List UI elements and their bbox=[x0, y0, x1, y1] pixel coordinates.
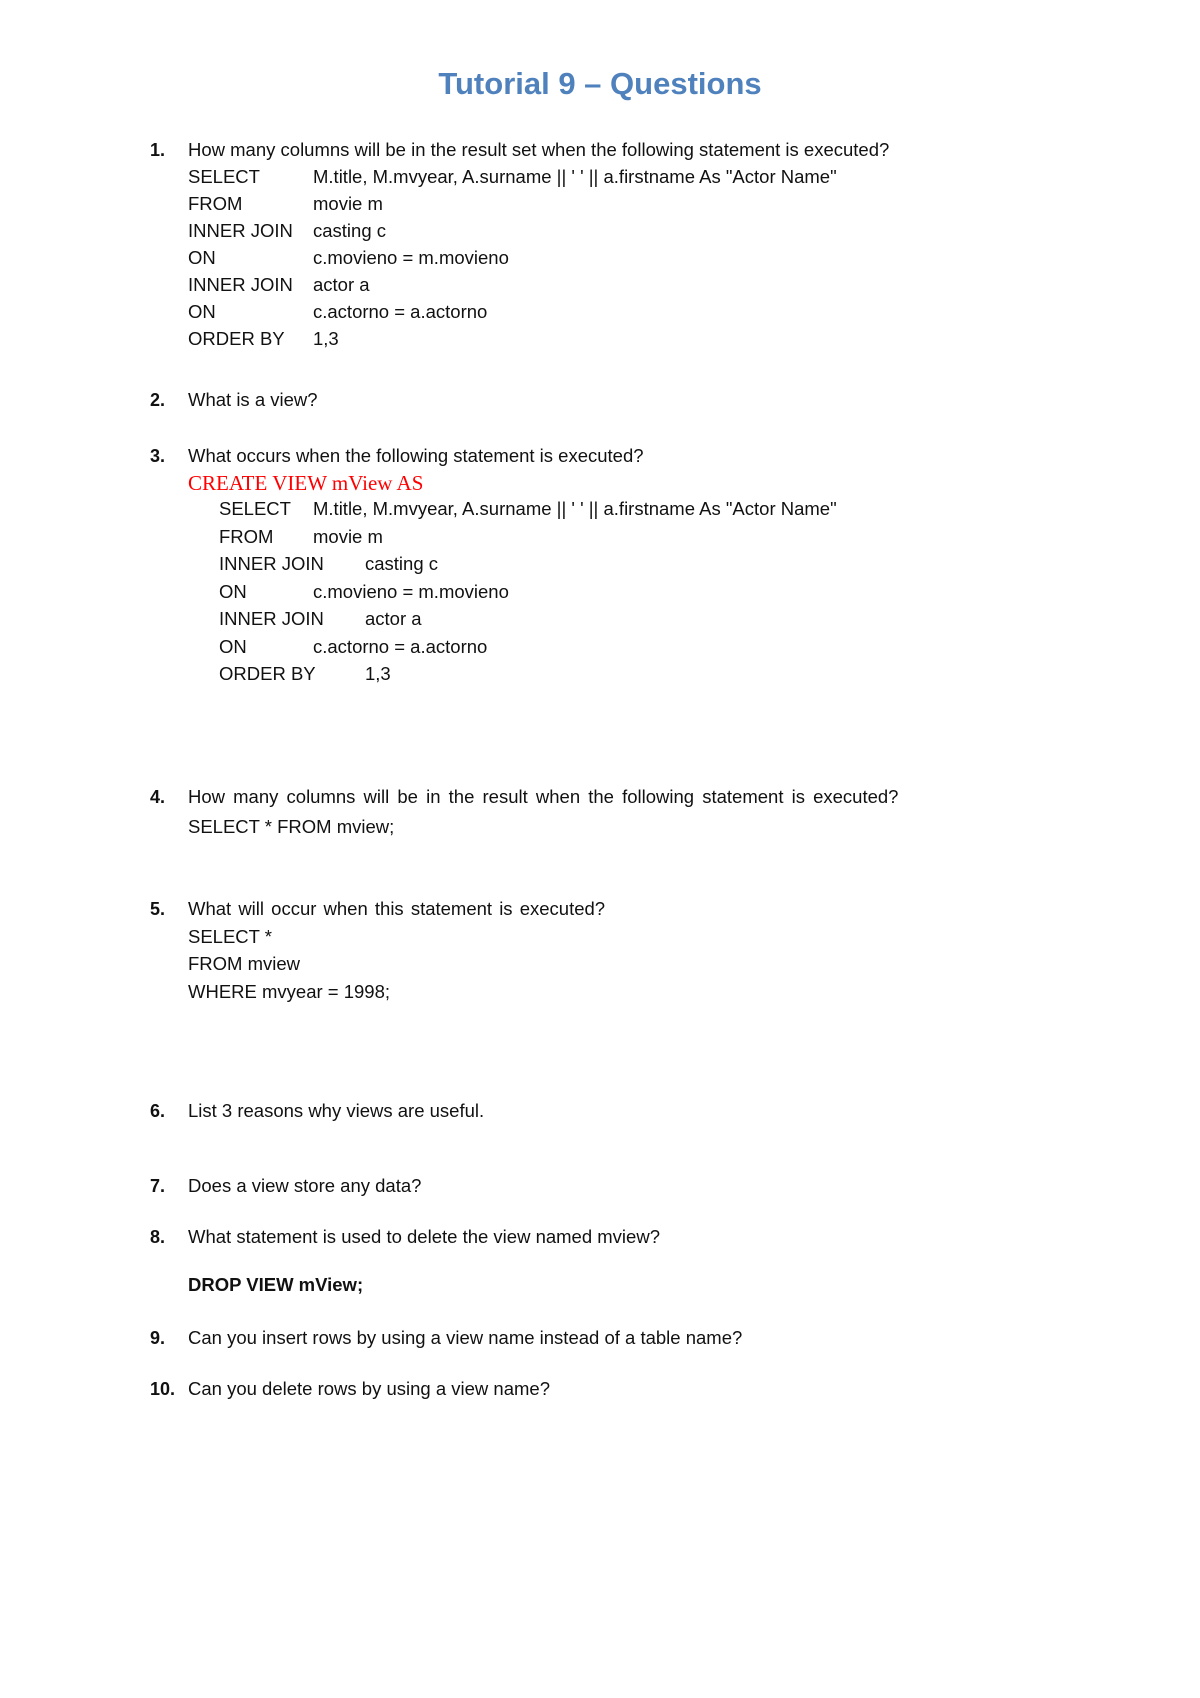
sql-value: c.movieno = m.movieno bbox=[313, 581, 509, 602]
sql-keyword: INNER JOIN bbox=[219, 608, 324, 629]
question-text: What statement is used to delete the view named mview? bbox=[188, 1226, 660, 1247]
page-title: Tutorial 9 – Questions bbox=[438, 66, 762, 101]
sql-keyword: ON bbox=[219, 636, 247, 657]
sql-keyword: SELECT bbox=[219, 498, 291, 519]
sql-value: casting c bbox=[313, 220, 387, 241]
sql-keyword: ON bbox=[188, 301, 216, 322]
sql-value: c.movieno = m.movieno bbox=[313, 247, 509, 268]
sql-keyword: ORDER BY bbox=[219, 663, 316, 684]
sql-keyword: INNER JOIN bbox=[188, 274, 293, 295]
sql-keyword: ORDER BY bbox=[188, 328, 285, 349]
question-number: 9. bbox=[150, 1328, 166, 1348]
sql-value: 1,3 bbox=[365, 663, 391, 684]
sql-value: movie m bbox=[313, 526, 383, 547]
question-number: 5. bbox=[150, 899, 166, 919]
sql-keyword: FROM bbox=[188, 193, 243, 214]
sql-value: c.actorno = a.actorno bbox=[313, 636, 488, 657]
sql-statement: SELECT * FROM mview; bbox=[188, 816, 395, 837]
sql-line: SELECT * bbox=[188, 926, 272, 947]
sql-value: actor a bbox=[365, 608, 422, 629]
sql-keyword: INNER JOIN bbox=[188, 220, 293, 241]
sql-keyword: FROM bbox=[219, 526, 274, 547]
sql-value: M.title, M.mvyear, A.surname || ' ' || a.firstname As "Actor Name" bbox=[313, 498, 837, 519]
sql-line: FROM mview bbox=[188, 953, 301, 974]
sql-keyword: SELECT bbox=[188, 166, 260, 187]
question-number: 7. bbox=[150, 1176, 166, 1196]
question-text: How many columns will be in the result set when the following statement is executed? bbox=[188, 139, 890, 160]
question-number: 2. bbox=[150, 390, 166, 410]
question-number: 6. bbox=[150, 1101, 166, 1121]
question-text: What will occur when this statement is executed? bbox=[188, 898, 606, 919]
sql-value: c.actorno = a.actorno bbox=[313, 301, 488, 322]
sql-keyword: ON bbox=[188, 247, 216, 268]
question-number: 1. bbox=[150, 140, 166, 160]
question-number: 10. bbox=[150, 1379, 176, 1399]
question-number: 8. bbox=[150, 1227, 166, 1247]
question-text: Can you insert rows by using a view name instead of a table name? bbox=[188, 1327, 743, 1348]
question-number: 4. bbox=[150, 787, 166, 807]
question-number: 3. bbox=[150, 446, 166, 466]
sql-value: M.title, M.mvyear, A.surname || ' ' || a.firstname As "Actor Name" bbox=[313, 166, 837, 187]
sql-value: movie m bbox=[313, 193, 383, 214]
create-view-statement: CREATE VIEW mView AS bbox=[188, 471, 424, 495]
question-text: Can you delete rows by using a view name? bbox=[188, 1378, 550, 1399]
sql-keyword: ON bbox=[219, 581, 247, 602]
sql-value: casting c bbox=[365, 553, 439, 574]
question-text: What is a view? bbox=[188, 389, 318, 410]
sql-line: WHERE mvyear = 1998; bbox=[188, 981, 391, 1002]
question-text: How many columns will be in the result when the following statement is executed? bbox=[188, 786, 899, 807]
question-text: List 3 reasons why views are useful. bbox=[188, 1100, 485, 1121]
sql-value: 1,3 bbox=[313, 328, 339, 349]
sql-value: actor a bbox=[313, 274, 370, 295]
question-text: Does a view store any data? bbox=[188, 1175, 422, 1196]
sql-keyword: INNER JOIN bbox=[219, 553, 324, 574]
answer-statement: DROP VIEW mView; bbox=[188, 1274, 364, 1295]
question-text: What occurs when the following statement is executed? bbox=[188, 445, 644, 466]
